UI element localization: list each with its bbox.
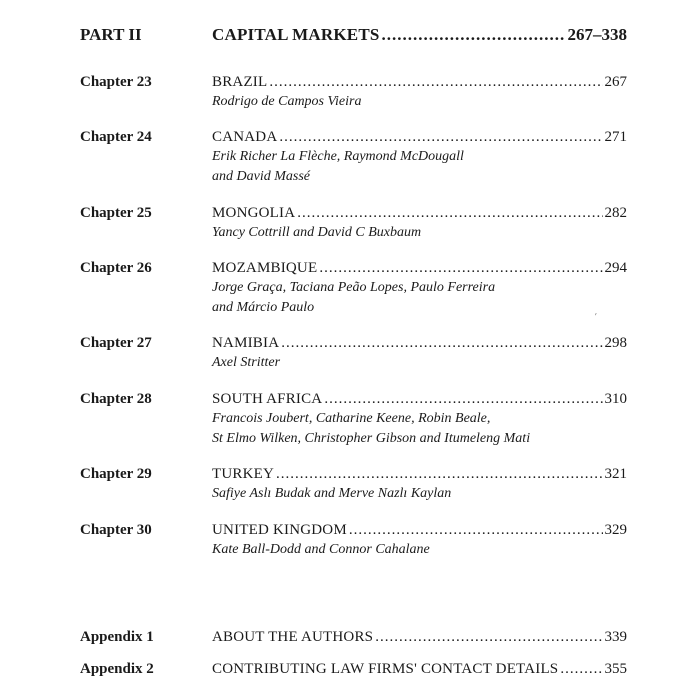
chapter-page-number: 294 [604,260,627,276]
dot-leader [319,258,602,278]
chapter-authors-line: Kate Ball-Dodd and Connor Cahalane [212,542,430,557]
chapter-label: Chapter 24 [80,129,152,145]
chapter-title: BRAZIL [212,74,268,90]
chapter-content [212,333,627,373]
chapter-authors-line: Francois Joubert, Catharine Keene, Robin Beale, [212,411,491,426]
chapter-title: UNITED KINGDOM [212,522,347,538]
dot-leader [375,627,602,647]
appendix-title: ABOUT THE AUTHORS [212,629,374,645]
chapter-authors-line: Axel Stritter [212,355,281,370]
chapter-title: CANADA [212,129,278,145]
appendix-content [212,659,627,679]
part-label: PART II [80,25,142,44]
chapter-title: MONGOLIA [212,205,296,221]
part-title-row [212,24,627,46]
chapter-page-number: 298 [604,335,627,351]
appendix-label: Appendix 2 [80,661,154,677]
chapter-content [212,258,627,318]
chapter-title-row [212,520,627,540]
appendix-title-row [212,627,627,647]
dot-leader [281,333,602,353]
dot-leader [297,203,602,223]
chapter-label: Chapter 29 [80,466,152,482]
chapter-page-number: 271 [604,129,627,145]
chapter-label: Chapter 27 [80,335,152,351]
chapter-authors-line: St Elmo Wilken, Christopher Gibson and Itumeleng Mati [212,431,531,446]
appendix-title-row [212,659,627,679]
chapter-content [212,203,627,243]
chapter-content [212,72,627,112]
chapter-page-number: 321 [604,466,627,482]
part-page-range: 267–338 [567,25,627,44]
chapter-authors-line: Safiye Aslı Budak and Merve Nazlı Kaylan [212,486,452,501]
chapter-authors-line: Jorge Graça, Taciana Peão Lopes, Paulo Ferreira [212,280,496,295]
chapter-title-row [212,333,627,353]
chapter-title: TURKEY [212,466,275,482]
stray-mark: ´ [593,311,602,324]
chapter-page-number: 267 [604,74,627,90]
chapter-title-row [212,464,627,484]
chapter-content [212,520,627,560]
appendix-page-number: 339 [604,629,627,645]
chapter-label: Chapter 23 [80,74,152,90]
chapter-authors-line: Yancy Cottrill and David C Buxbaum [212,225,422,240]
chapter-title: SOUTH AFRICA [212,391,323,407]
chapter-title-row [212,72,627,92]
chapter-page-number: 310 [604,391,627,407]
chapter-authors-line: Erik Richer La Flèche, Raymond McDougall [212,149,464,164]
appendix-title: CONTRIBUTING LAW FIRMS' CONTACT DETAILS [212,661,559,677]
dot-leader [279,127,602,147]
chapter-content [212,127,627,187]
part-title: CAPITAL MARKETS [212,25,380,44]
chapter-title: MOZAMBIQUE [212,260,318,276]
chapter-title-row [212,203,627,223]
chapter-title: NAMIBIA [212,335,280,351]
dot-leader [269,72,602,92]
appendix-page-number: 355 [604,661,627,677]
chapter-label: Chapter 25 [80,205,152,221]
dot-leader [560,659,602,679]
dot-leader [382,24,566,46]
part-content [212,24,627,46]
chapter-content [212,464,627,504]
appendix-label: Appendix 1 [80,629,154,645]
chapter-authors-line: and David Massé [212,169,310,184]
chapter-authors-line: and Márcio Paulo [212,300,315,315]
chapter-authors-line: Rodrigo de Campos Vieira [212,94,362,109]
dot-leader [276,464,602,484]
chapter-title-row [212,127,627,147]
dot-leader [349,520,603,540]
dot-leader [324,389,602,409]
appendix-content [212,627,627,647]
chapter-content [212,389,627,449]
chapter-label: Chapter 28 [80,391,152,407]
chapter-label: Chapter 30 [80,522,152,538]
chapter-page-number: 282 [604,205,627,221]
chapter-page-number: 329 [604,522,627,538]
chapter-title-row [212,389,627,409]
chapter-title-row [212,258,627,278]
chapter-label: Chapter 26 [80,260,152,276]
